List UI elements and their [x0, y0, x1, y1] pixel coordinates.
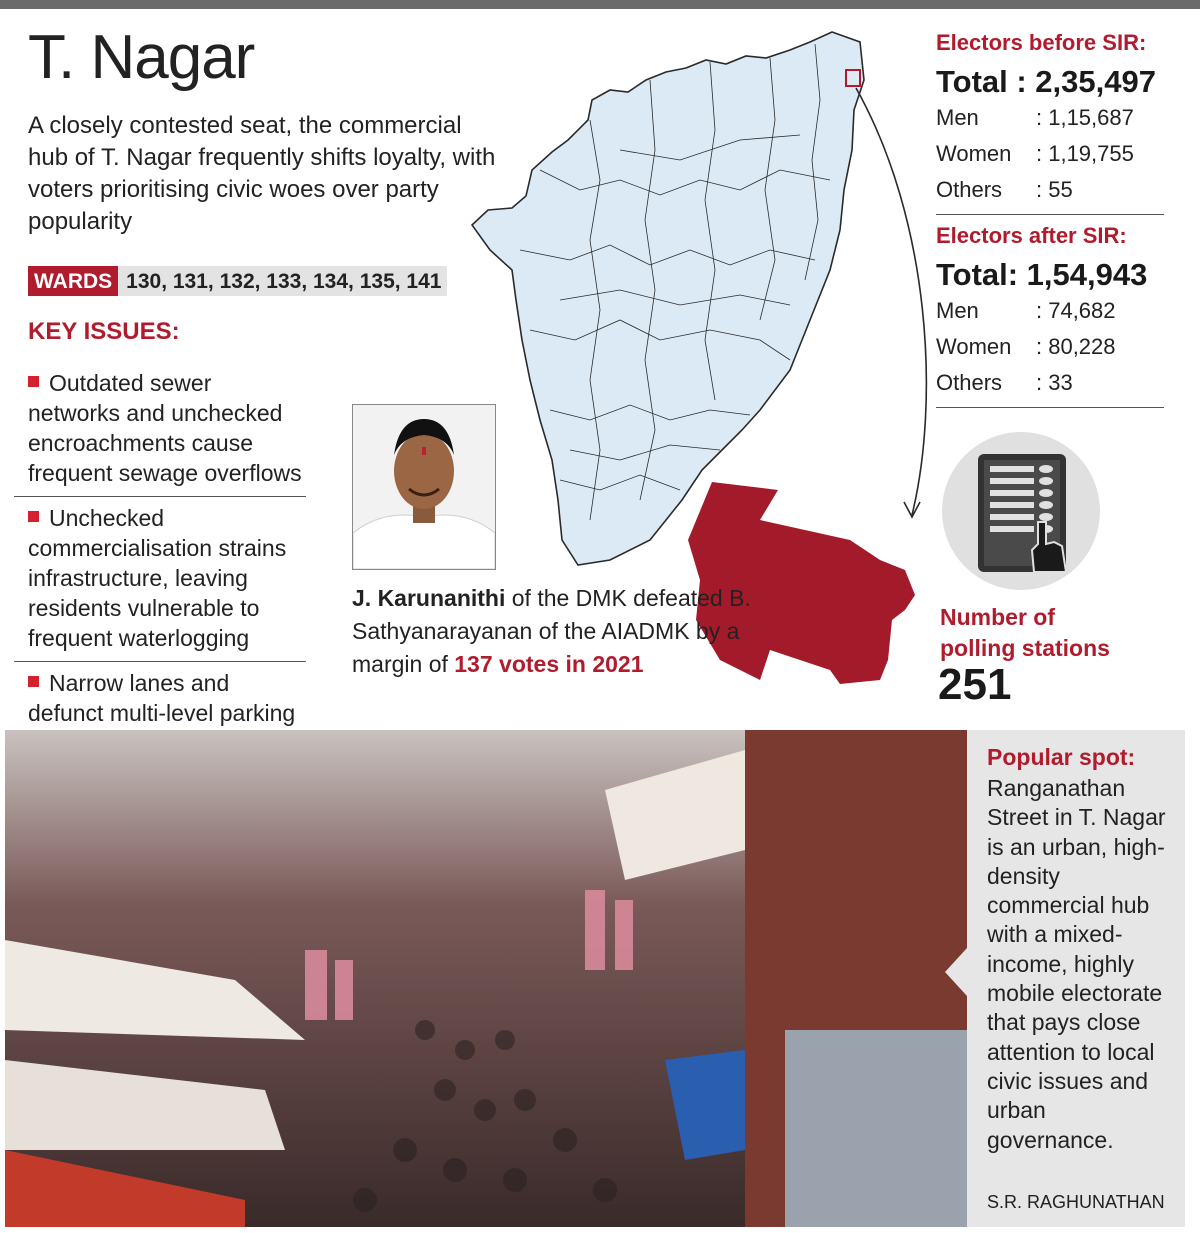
- bullet-icon: [28, 376, 39, 387]
- page-title: T. Nagar: [28, 23, 255, 92]
- polling-label: Number of polling stations: [940, 604, 1110, 661]
- electors-before-total: Total : 2,35,497: [936, 64, 1156, 99]
- electors-after-heading: Electors after SIR:: [936, 223, 1127, 248]
- intro-text: A closely contested seat, the commercial hub of T. Nagar frequently shifts loyalty, with voters prioritising civic woes over party popularity: [28, 112, 496, 235]
- evm-voting-machine-icon: [942, 432, 1100, 590]
- electors-before-row: Men : 1,15,687: [936, 105, 1134, 130]
- top-rule: [0, 0, 1200, 9]
- issue-text: Outdated sewer networks and unchecked encroachments cause frequent sewage overflows: [28, 370, 302, 486]
- electors-before-row: Women : 1,19,755: [936, 141, 1134, 166]
- bullet-icon: [28, 676, 39, 687]
- electors-before-heading: Electors before SIR:: [936, 30, 1147, 55]
- issue-text: Unchecked commercialisation strains infrastructure, leaving residents vulnerable to frequent waterlogging: [28, 505, 287, 651]
- candidate-caption: [352, 582, 782, 681]
- issue-text: Narrow lanes and defunct multi-level parking: [28, 670, 296, 726]
- divider: [936, 214, 1164, 215]
- street-photo: [5, 730, 967, 1227]
- portrait-icon: [353, 405, 495, 569]
- divider: [936, 407, 1164, 408]
- electors-panel: [936, 30, 1164, 416]
- wards-label: WARDS: [28, 266, 118, 296]
- electors-after-row: Women : 80,228: [936, 334, 1116, 359]
- key-issues-heading: KEY ISSUES:: [28, 318, 180, 345]
- bullet-icon: [28, 511, 39, 522]
- electors-after-row: Men : 74,682: [936, 298, 1116, 323]
- key-issues-list: [14, 362, 306, 772]
- candidate-photo: [352, 404, 496, 570]
- caption-text: of the DMK defeated B. Sathyanarayanan of the AIADMK by a margin of: [352, 585, 751, 677]
- map-arrow-icon: [856, 88, 926, 515]
- margin-text: 137 votes in 2021: [454, 651, 644, 677]
- panel-pointer-icon: [945, 948, 967, 996]
- wards-value: 130, 131, 132, 133, 134, 135, 141: [118, 266, 447, 296]
- popular-spot-heading: Popular spot:: [987, 744, 1136, 770]
- winner-name: J. Karunanithi: [352, 585, 506, 611]
- polling-count: 251: [938, 660, 1012, 709]
- electors-after-row: Others : 33: [936, 370, 1073, 395]
- popular-spot-text: Ranganathan Street in T. Nagar is an urban, high-density commercial hub with a mixed-income, highly mobile electorate that pays close attention to local civic issues and urban governance.: [987, 775, 1166, 1153]
- list-item: [14, 362, 306, 497]
- wards-bar: [28, 266, 447, 296]
- electors-before-row: Others : 55: [936, 177, 1073, 202]
- electors-after-total: Total: 1,54,943: [936, 257, 1148, 292]
- photo-credit: S.R. RAGHUNATHAN: [987, 1192, 1165, 1212]
- list-item: [14, 497, 306, 662]
- state-outline: [472, 32, 864, 565]
